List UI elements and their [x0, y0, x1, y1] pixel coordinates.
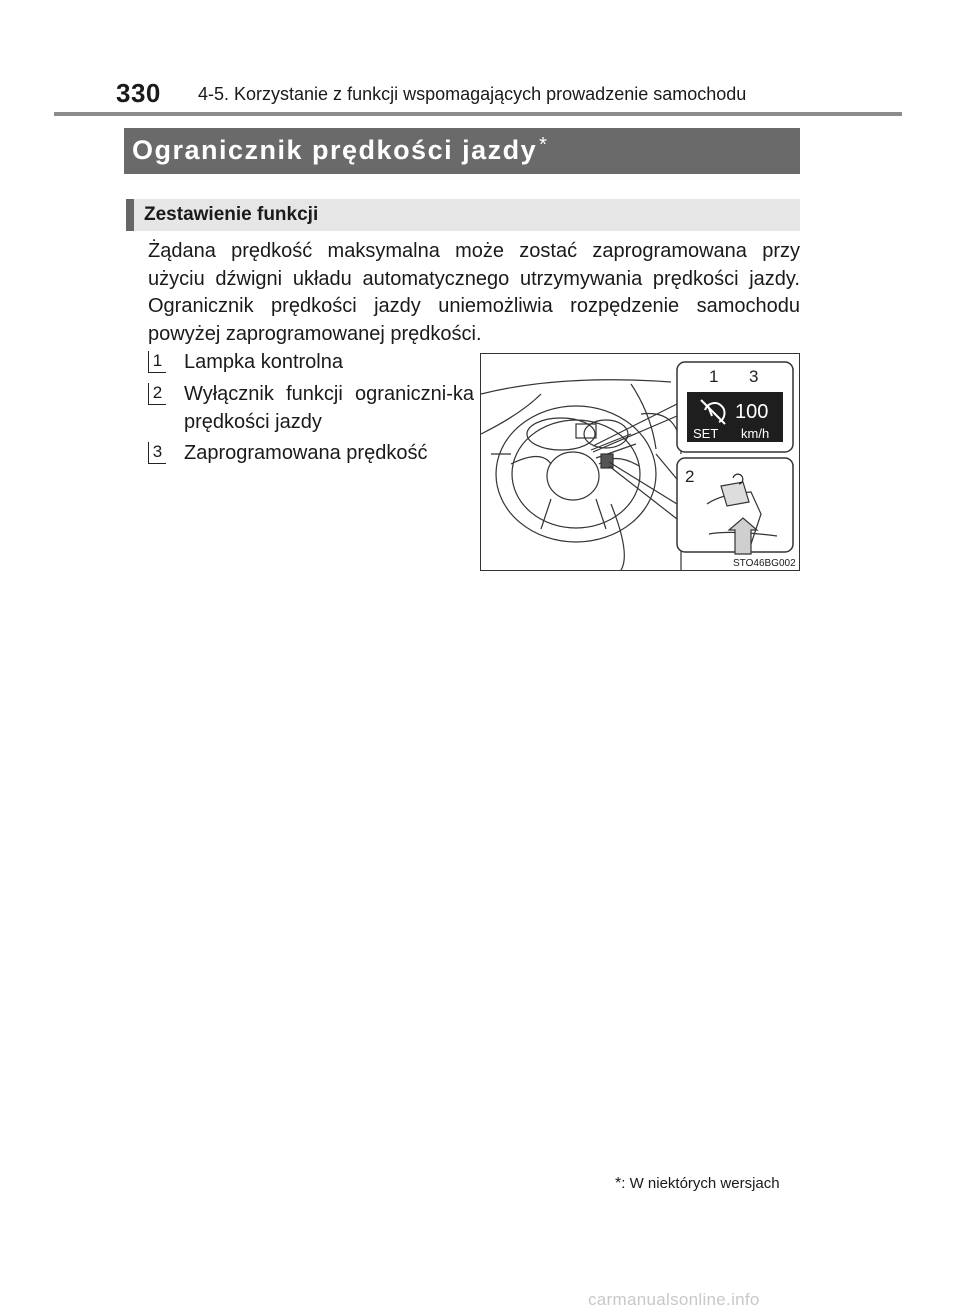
- figure-callout-3: 3: [749, 367, 759, 386]
- display-unit: km/h: [741, 426, 770, 441]
- title-band: [124, 128, 800, 174]
- page-number: 330: [116, 78, 161, 108]
- intro-paragraph: Żądana prędkość maksymalna może zostać zaprogramowana przy użyciu dźwigni układu automatycznego utrzymywania prędkości jazdy. Ogranicznik prędkości jazdy uniemożliwia rozpędzenie samochodu powyżej zaprogramowanej prędkości.: [148, 240, 800, 345]
- callout-number: 3: [148, 442, 166, 464]
- callout-number: 2: [148, 383, 166, 405]
- steering-wheel-illustration: [480, 353, 800, 571]
- illustration-svg: [481, 354, 799, 570]
- subsection-title: Zestawienie funkcji: [144, 204, 319, 225]
- section-header: 4-5. Korzystanie z funkcji wspomagających prowadzenie samochodu: [198, 84, 747, 104]
- callout-number: 1: [148, 351, 166, 373]
- page-title-text: Ogranicznik prędkości jazdy: [132, 135, 538, 165]
- callout-label: Zaprogramowana prędkość: [184, 442, 428, 464]
- footnote-text: : W niektórych wersjach: [621, 1175, 780, 1192]
- subsection-band: [126, 199, 800, 231]
- callout-label: Wyłącznik funkcji ograniczni-ka prędkości jazdy: [184, 383, 474, 433]
- figure-callout-1: 1: [709, 367, 719, 386]
- callout-label: Lampka kontrolna: [184, 351, 343, 373]
- footnote-marker: *: [615, 1175, 622, 1192]
- display-speed: 100: [735, 401, 769, 423]
- title-marker: *: [539, 134, 549, 156]
- figure-callout-2: 2: [685, 467, 695, 486]
- page-title: [132, 134, 548, 166]
- footnote: [615, 1175, 780, 1193]
- display-set: SET: [693, 426, 719, 441]
- header-divider: [54, 112, 902, 116]
- watermark: carmanualsonline.info: [588, 1290, 760, 1309]
- figure-code: STO46BG002: [733, 558, 796, 569]
